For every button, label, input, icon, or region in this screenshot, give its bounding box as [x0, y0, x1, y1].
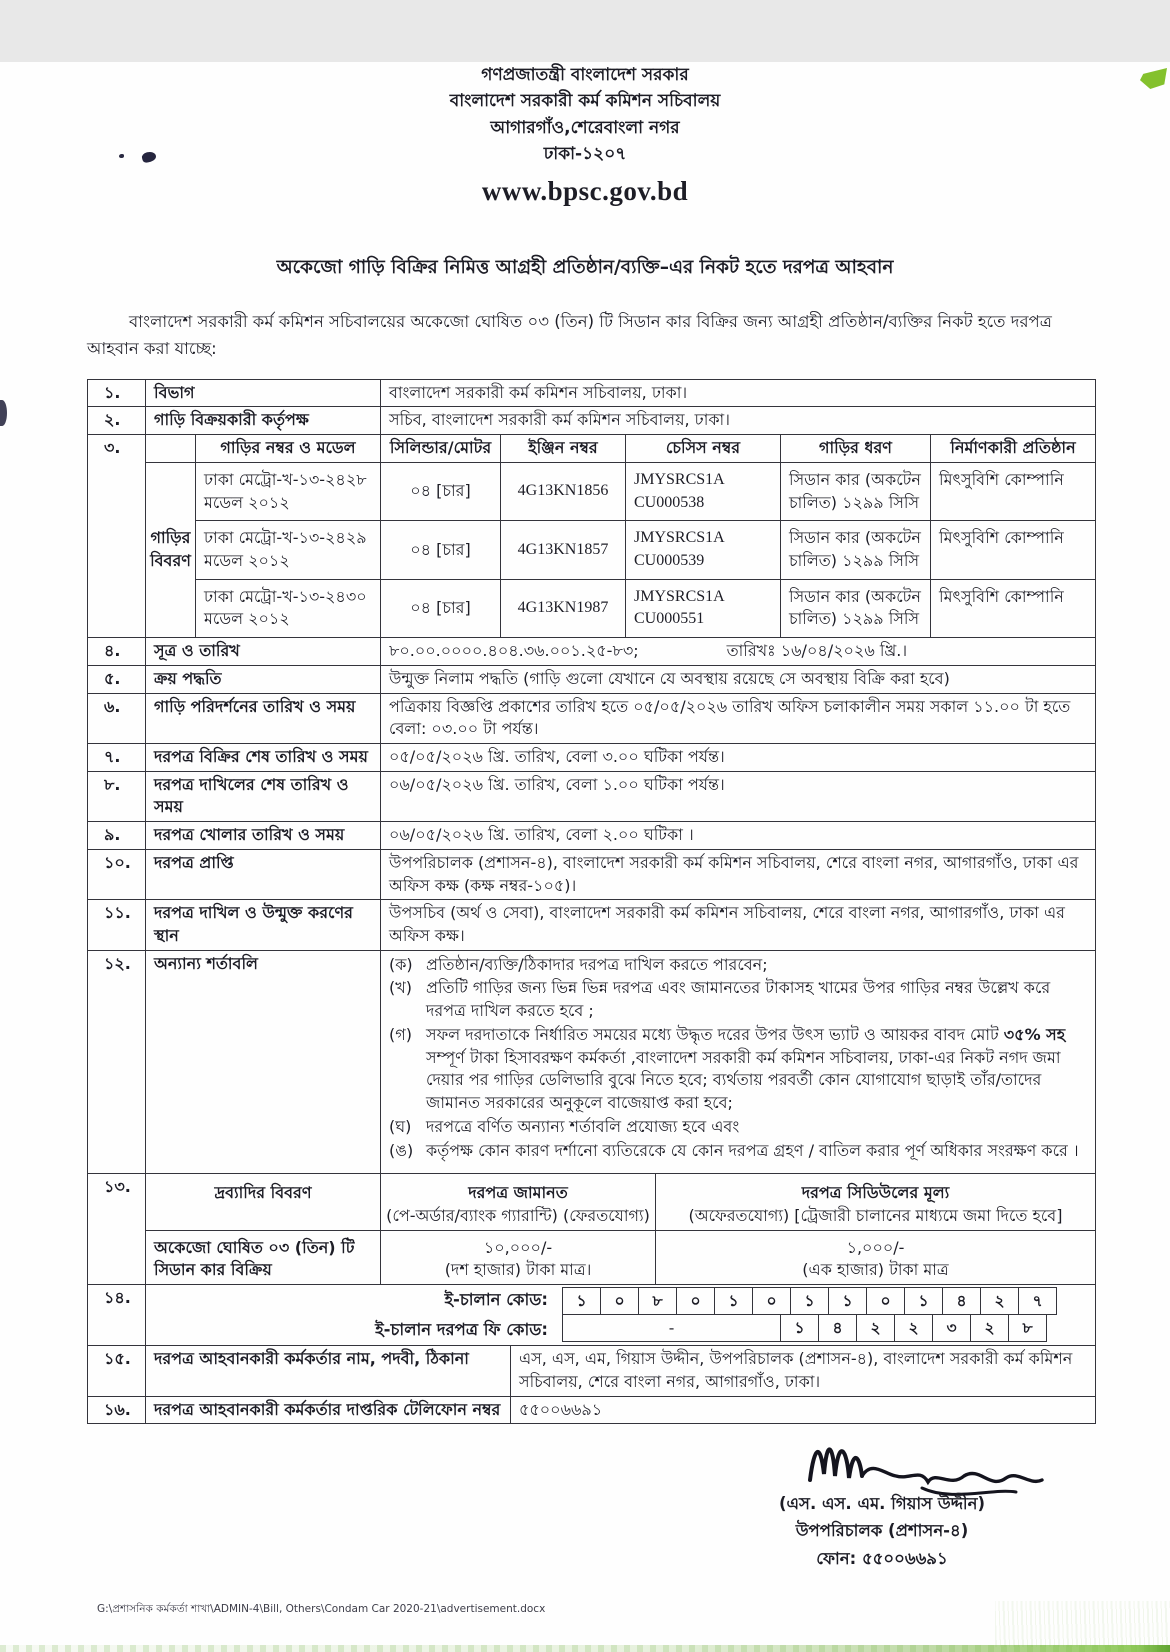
echalan-code-boxes — [562, 1287, 1057, 1315]
table-row — [88, 744, 1096, 772]
vehicle-model: ঢাকা মেট্রো-খ-১৩-২৪২৯ মডেল ২০১২ — [196, 521, 381, 579]
vehicle-maker: মিৎসুবিশি কোম্পানি — [931, 579, 1096, 637]
fee-security-amount — [381, 1230, 656, 1284]
info-table-bottom — [87, 1345, 1096, 1424]
memo-date: তারিখঃ ১৬/০৪/২০২৬ খ্রি.। — [726, 641, 908, 661]
row-value: ০৬/০৫/২০২৬ খ্রি. তারিখ, বেলা ২.০০ ঘটিকা । — [381, 822, 1096, 850]
digit-box: ৮ — [638, 1287, 677, 1315]
digit-box: ২ — [856, 1314, 895, 1342]
row-serial: ৫. — [88, 665, 146, 693]
row-serial: ১৬. — [88, 1396, 146, 1424]
row-serial: ৪. — [88, 638, 146, 666]
fee-table — [87, 1173, 1096, 1285]
echalan-fee-boxes — [562, 1314, 1047, 1342]
fee-header-subline: (অফেরতযোগ্য) [ট্রেজারী চালানের মাধ্যমে জমা দিতে হবে] — [688, 1205, 1063, 1225]
row-serial: ২. — [88, 407, 146, 435]
row-label: দরপত্র খোলার তারিখ ও সময় — [146, 822, 381, 850]
condition-text: প্রতিষ্ঠান/ব্যক্তি/ঠিকাদার দরপত্র দাখিল করতে পারবেন; — [426, 954, 768, 974]
website-text: www.bpsc.gov.bd — [481, 176, 689, 207]
scan-noise — [995, 1601, 1170, 1647]
row-serial: ১৩. — [88, 1174, 146, 1285]
vehicle-header-row — [88, 435, 1096, 463]
digit-box: ২ — [980, 1287, 1019, 1315]
fee-header-subline: (পে-অর্ডার/ব্যাংক গ্যারান্টি) (ফেরতযোগ্য) — [386, 1205, 650, 1225]
digit-box: ৩ — [932, 1314, 971, 1342]
condition-text: দরপত্রে বর্ণিত অন্যান্য শর্তাবলি প্রযোজ্য হবে এবং — [426, 1116, 740, 1136]
digit-box: ০ — [676, 1287, 715, 1315]
digit-box: ১ — [828, 1287, 867, 1315]
vehicle-row — [88, 579, 1096, 637]
amount: ১,০০০/- — [846, 1237, 905, 1257]
table-row — [88, 638, 1096, 666]
row-serial: ১২. — [88, 950, 146, 1173]
file-path-footer: G:\প্রশাসনিক কর্মকর্তা শাখা\ADMIN-4\Bill, Others\Condam Car 2020-21\advertisement.docx — [97, 1602, 546, 1615]
ink-speck — [119, 154, 124, 158]
condition-tag: (গ) — [389, 1024, 412, 1044]
echalan-row — [88, 1285, 1096, 1346]
digit-box: ১ — [780, 1314, 819, 1342]
condition-item — [389, 954, 1087, 977]
digit-box: ৮ — [1008, 1314, 1047, 1342]
row-serial: ১১. — [88, 900, 146, 950]
col-header-model: গাড়ির নম্বর ও মডেল — [196, 435, 381, 463]
table-row — [88, 1396, 1096, 1424]
row-value — [381, 638, 1096, 666]
condition-item — [389, 1116, 1087, 1139]
signature-block — [712, 1430, 1052, 1572]
condition-item — [389, 1024, 1087, 1115]
vehicle-row — [88, 521, 1096, 579]
digit-box: ০ — [752, 1287, 791, 1315]
row-serial: ৩. — [88, 435, 146, 638]
echalan-code-label: ই-চালান কোড: — [444, 1290, 548, 1310]
amount: ১০,০০০/- — [483, 1237, 553, 1257]
digit-box: ০ — [600, 1287, 639, 1315]
fee-col-header-items: দ্রব্যাদির বিবরণ — [146, 1174, 381, 1230]
col-header-engine: ইঞ্জিন নম্বর — [501, 435, 626, 463]
fee-schedule-amount — [656, 1230, 1096, 1284]
digit-box: ১ — [790, 1287, 829, 1315]
fee-header-line: দরপত্র জামানত — [468, 1183, 568, 1203]
fee-data-row — [88, 1230, 1096, 1284]
vehicle-maker: মিৎসুবিশি কোম্পানি — [931, 521, 1096, 579]
row-label: সূত্র ও তারিখ — [146, 638, 381, 666]
empty-box: - — [562, 1314, 781, 1342]
digit-box: ৭ — [1018, 1287, 1057, 1315]
vehicle-type: সিডান কার (অকটেন চালিত) ১২৯৯ সিসি — [781, 579, 931, 637]
row-value: উন্মুক্ত নিলাম পদ্ধতি (গাড়ি গুলো যেখানে যে অবস্থায় রয়েছে সে অবস্থায় বিক্রি করা হবে) — [381, 665, 1096, 693]
vehicle-engine: 4G13KN1857 — [501, 521, 626, 579]
condition-text: কর্তৃপক্ষ কোন কারণ দর্শানো ব্যতিরেকে যে কোন দরপত্র গ্রহণ / বাতিল করার পূর্ণ অধিকার সংরক্ষণ করে । — [426, 1140, 1079, 1160]
row-serial: ৮. — [88, 771, 146, 821]
condition-text: প্রতিটি গাড়ির জন্য ভিন্ন ভিন্ন দরপত্র এবং জামানতের টাকাসহ খামের উপর গাড়ির নম্বর উল্লেখ করে দরপত্র দাখিল করতে হবে ; — [426, 978, 1051, 1021]
row-value: ৫৫০০৬৬৯১ — [511, 1396, 1096, 1424]
table-row-conditions — [88, 950, 1096, 1173]
memo-number: ৮০.০০.০০০০.৪০৪.৩৬.০০১.২৫-৮৩; — [389, 641, 639, 661]
conditions-cell — [381, 950, 1096, 1173]
vehicle-chassis: JMYSRCS1A CU000539 — [626, 521, 781, 579]
row-value: এস, এস, এম, গিয়াস উদ্দীন, উপপরিচালক (প্রশাসন-৪), বাংলাদেশ সরকারী কর্ম কমিশন সচিবালয়, শেরে বাংলা নগর, আগারগাঁও, ঢাকা। — [511, 1346, 1096, 1396]
row-value: উপপরিচালক (প্রশাসন-৪), বাংলাদেশ সরকারী কর্ম কমিশন সচিবালয়, শেরে বাংলা নগর, আগারগাঁও, ঢাকা এর অফিস কক্ষ (কক্ষ নম্বর-১০৫)। — [381, 849, 1096, 899]
vehicle-engine: 4G13KN1856 — [501, 462, 626, 520]
side-label: গাড়ির বিবরণ — [146, 462, 196, 637]
vehicle-chassis: JMYSRCS1A CU000538 — [626, 462, 781, 520]
echalan-fee-label: ই-চালান দরপত্র ফি কোড: — [375, 1320, 548, 1340]
echalan-fee-line — [146, 1315, 1095, 1345]
address-line: আগারগাঁও,শেরেবাংলা নগর — [490, 117, 680, 138]
scan-edge-mark — [0, 400, 7, 426]
echalan-code-line — [146, 1285, 1095, 1315]
digit-box: ১ — [904, 1287, 943, 1315]
table-row — [88, 900, 1096, 950]
row-label: ক্রয় পদ্ধতি — [146, 665, 381, 693]
table-row — [88, 665, 1096, 693]
table-row — [88, 693, 1096, 743]
echalan-cell — [146, 1285, 1096, 1346]
vehicle-cylinder: ০৪ [চার] — [381, 521, 501, 579]
row-serial: ৬. — [88, 693, 146, 743]
digit-box: ৪ — [818, 1314, 857, 1342]
row-value: ০৬/০৫/২০২৬ খ্রি. তারিখ, বেলা ১.০০ ঘটিকা পর্যন্ত। — [381, 771, 1096, 821]
table-row — [88, 771, 1096, 821]
digit-box: ১ — [562, 1287, 601, 1315]
vehicle-model: ঢাকা মেট্রো-খ-১৩-২৪৩০ মডেল ২০১২ — [196, 579, 381, 637]
col-header-type: গাড়ির ধরণ — [781, 435, 931, 463]
table-row — [88, 1346, 1096, 1396]
vehicle-details-table — [87, 434, 1096, 638]
row-label: দরপত্র দাখিল ও উন্মুক্ত করণের স্থান — [146, 900, 381, 950]
condition-text-bold: ৩৫% সহ — [1003, 1024, 1066, 1044]
row-label: দরপত্র আহবানকারী কর্মকর্তার দাপ্তরিক টেলিফোন নম্বর — [146, 1396, 511, 1424]
signatory-name: (এস. এস. এম. গিয়াস উদ্দীন) — [778, 1494, 986, 1514]
notice-intro: বাংলাদেশ সরকারী কর্ম কমিশন সচিবালয়ের অকেজো ঘোষিত ০৩ (তিন) টি সিডান কার বিক্রির জন্য আগ্রহী প্রতিষ্ঠান/ব্যক্তির নিকট হতে দরপত্র আহবান করা যাচ্ছে: — [87, 312, 1052, 359]
row-serial: ১৫. — [88, 1346, 146, 1396]
notice-title: অকেজো গাড়ি বিক্রির নিমিত্ত আগ্রহী প্রতিষ্ঠান/ব্যক্তি–এর নিকট হতে দরপত্র আহবান — [276, 257, 894, 279]
signatory-phone: ফোন: ৫৫০০৬৬৯১ — [816, 1548, 948, 1568]
amount-in-words: (দশ হাজার) টাকা মাত্র। — [444, 1260, 592, 1280]
digit-box: ২ — [970, 1314, 1009, 1342]
bottom-scan-edge — [0, 1645, 1170, 1652]
row-label: দরপত্র প্রাপ্তি — [146, 849, 381, 899]
row-value: উপসচিব (অর্থ ও সেবা), বাংলাদেশ সরকারী কর্ম কমিশন সচিবালয়, শেরে বাংলা নগর, আগারগাঁও, ঢাকা এর অফিস কক্ষ। — [381, 900, 1096, 950]
table-row — [88, 379, 1096, 407]
condition-tag: (ঙ) — [389, 1140, 414, 1160]
condition-text-post: সম্পূর্ণ টাকা হিসাবরক্ষণ কর্মকর্তা ,বাংলাদেশ সরকারী কর্ম কমিশন সচিবালয়, ঢাকা-এর নিকট নগদ জমা দেয়ার পর গাড়ির ডেলিভারি বুঝে নিতে হবে; ব্যর্থতায় পরবর্তী কোন যোগাযোগ ছাড়াই তাঁর/তাদের জামানত সরকারের অনুকূলে বাজেয়াপ্ত করা হবে; — [426, 1047, 1061, 1113]
digit-box: ০ — [866, 1287, 905, 1315]
spacer-cell — [146, 435, 196, 463]
row-label: দরপত্র আহবানকারী কর্মকর্তার নাম, পদবী, ঠিকানা — [146, 1346, 511, 1396]
condition-text-pre: সফল দরদাতাকে নির্ধারিত সময়ের মধ্যে উদ্ধৃত দরের উপর উৎস ভ্যাট ও আয়কর বাবদ মোট — [426, 1024, 1004, 1044]
row-serial: ১. — [88, 379, 146, 407]
condition-text — [426, 1024, 1087, 1115]
fee-header-line: দরপত্র সিডিউলের মূল্য — [801, 1183, 950, 1203]
office-line: বাংলাদেশ সরকারী কর্ম কমিশন সচিবালয় — [449, 91, 721, 112]
condition-item — [389, 977, 1087, 1022]
vehicle-type: সিডান কার (অকটেন চালিত) ১২৯৯ সিসি — [781, 521, 931, 579]
row-value: পত্রিকায় বিজ্ঞপ্তি প্রকাশের তারিখ হতে ০৫/০৫/২০২৬ তারিখ অফিস চলাকালীন সময় সকাল ১১.০০ টা হতে বেলা: ০৩.০০ টা পর্যন্ত। — [381, 693, 1096, 743]
table-row — [88, 849, 1096, 899]
vehicle-type: সিডান কার (অকটেন চালিত) ১২৯৯ সিসি — [781, 462, 931, 520]
echalan-table — [87, 1284, 1096, 1346]
government-line: গণপ্রজাতন্ত্রী বাংলাদেশ সরকার — [481, 65, 689, 85]
row-value: ০৫/০৫/২০২৬ খ্রি. তারিখ, বেলা ৩.০০ ঘটিকা পর্যন্ত। — [381, 744, 1096, 772]
digit-box: ৪ — [942, 1287, 981, 1315]
digit-box: ২ — [894, 1314, 933, 1342]
info-table-mid — [87, 637, 1096, 1174]
row-label: অন্যান্য শর্তাবলি — [146, 950, 381, 1173]
table-row — [88, 407, 1096, 435]
col-header-maker: নির্মাণকারী প্রতিষ্ঠান — [931, 435, 1096, 463]
condition-tag: (ঘ) — [389, 1116, 412, 1136]
vehicle-cylinder: ০৪ [চার] — [381, 579, 501, 637]
fee-col-header-security — [381, 1174, 656, 1230]
vehicle-maker: মিৎসুবিশি কোম্পানি — [931, 462, 1096, 520]
row-serial: ৯. — [88, 822, 146, 850]
signatory-title: উপপরিচালক (প্রশাসন-৪) — [795, 1521, 969, 1541]
row-label: বিভাগ — [146, 379, 381, 407]
row-label: গাড়ি পরিদর্শনের তারিখ ও সময় — [146, 693, 381, 743]
row-serial: ১০. — [88, 849, 146, 899]
row-label: দরপত্র বিক্রির শেষ তারিখ ও সময় — [146, 744, 381, 772]
fee-header-row — [88, 1174, 1096, 1230]
condition-item — [389, 1140, 1087, 1163]
amount-in-words: (এক হাজার) টাকা মাত্র — [802, 1260, 949, 1280]
scanned-document-page — [0, 62, 1170, 1652]
row-serial: ৭. — [88, 744, 146, 772]
letterhead — [0, 62, 1170, 213]
fee-col-header-schedule — [656, 1174, 1096, 1230]
info-table-top — [87, 379, 1096, 435]
row-label: গাড়ি বিক্রয়কারী কর্তৃপক্ষ — [146, 407, 381, 435]
row-value: বাংলাদেশ সরকারী কর্ম কমিশন সচিবালয়, ঢাকা। — [381, 379, 1096, 407]
vehicle-chassis: JMYSRCS1A CU000551 — [626, 579, 781, 637]
vehicle-row — [88, 462, 1096, 520]
condition-tag: (খ) — [389, 978, 412, 998]
row-label: দরপত্র দাখিলের শেষ তারিখ ও সময় — [146, 771, 381, 821]
digit-box: ১ — [714, 1287, 753, 1315]
col-header-cylinder: সিলিন্ডার/মোটর — [381, 435, 501, 463]
vehicle-model: ঢাকা মেট্রো-খ-১৩-২৪২৮ মডেল ২০১২ — [196, 462, 381, 520]
vehicle-cylinder: ০৪ [চার] — [381, 462, 501, 520]
col-header-chassis: চেসিস নম্বর — [626, 435, 781, 463]
row-value: সচিব, বাংলাদেশ সরকারী কর্ম কমিশন সচিবালয়, ঢাকা। — [381, 407, 1096, 435]
vehicle-engine: 4G13KN1987 — [501, 579, 626, 637]
condition-tag: (ক) — [389, 954, 413, 974]
city-line: ঢাকা-১২০৭ — [543, 144, 627, 165]
table-row — [88, 822, 1096, 850]
row-serial: ১৪. — [88, 1285, 146, 1346]
fee-items-desc: অকেজো ঘোষিত ০৩ (তিন) টি সিডান কার বিক্রিয় — [146, 1230, 381, 1284]
